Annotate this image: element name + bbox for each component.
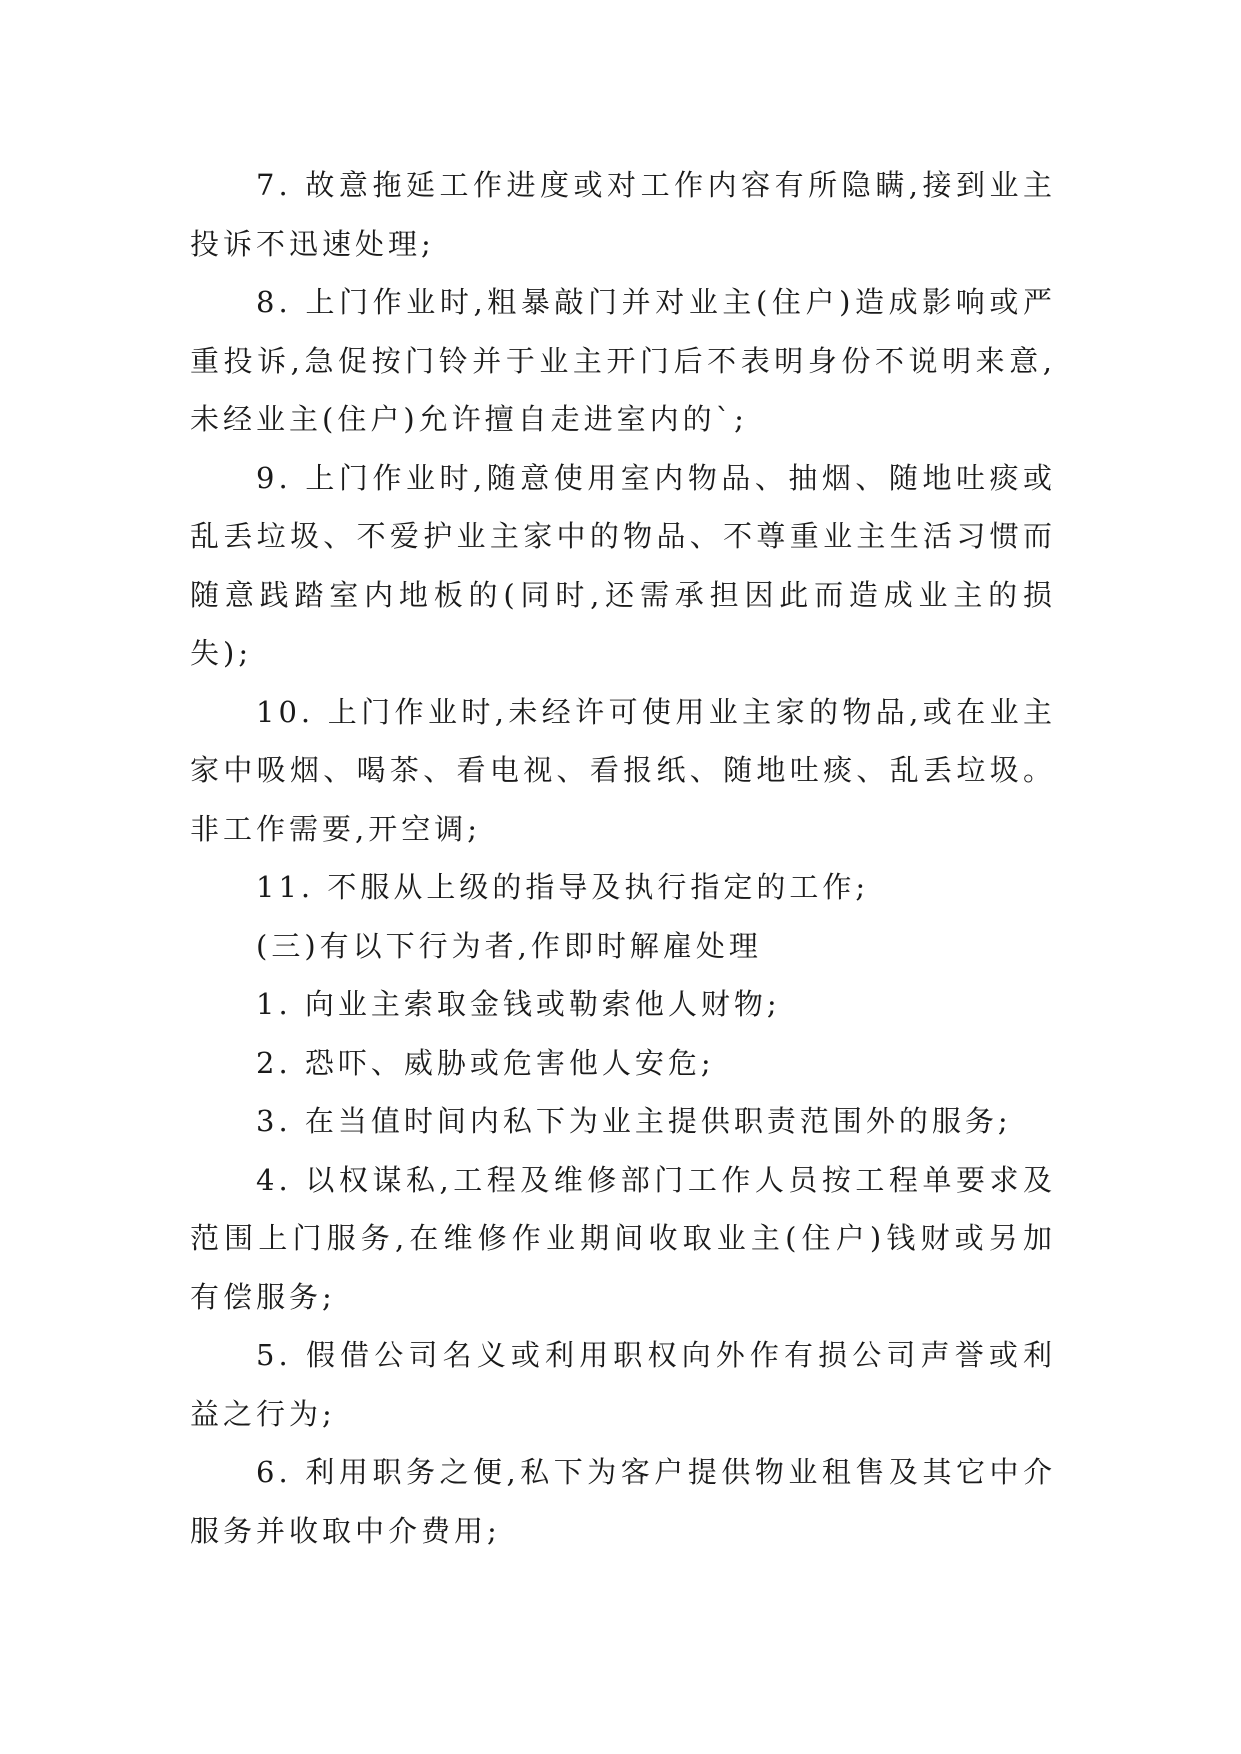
paragraph-item-9: 9. 上门作业时,随意使用室内物品、抽烟、随地吐痰或乱丢垃圾、不爱护业主家中的物品、不尊重业主生活习惯而随意践踏室内地板的(同时,还需承担因此而造成业主的损失); bbox=[190, 460, 1056, 670]
paragraph-item-7: 7. 故意拖延工作进度或对工作内容有所隐瞒,接到业主投诉不迅速处理; bbox=[190, 168, 1056, 261]
paragraph-item-3: 3. 在当值时间内私下为业主提供职责范围外的服务; bbox=[256, 1104, 1012, 1138]
paragraph-item-11: 11. 不服从上级的指导及执行指定的工作; bbox=[256, 870, 870, 904]
paragraph-item-1: 1. 向业主索取金钱或勒索他人财物; bbox=[256, 987, 781, 1021]
paragraph-item-2: 2. 恐吓、威胁或危害他人安危; bbox=[256, 1045, 715, 1080]
document-body bbox=[190, 156, 1056, 1560]
paragraph-item-4: 4. 以权谋私,工程及维修部门工作人员按工程单要求及范围上门服务,在维修作业期间收取业主(住户)钱财或另加有偿服务; bbox=[190, 1162, 1056, 1314]
paragraph-item-5: 5. 假借公司名义或利用职权向外作有损公司声誉或利益之行为; bbox=[190, 1338, 1056, 1431]
paragraph-item-6: 6. 利用职务之便,私下为客户提供物业租售及其它中介服务并收取中介费用; bbox=[190, 1455, 1056, 1548]
section-heading-3: (三)有以下行为者,作即时解雇处理 bbox=[256, 928, 762, 963]
paragraph-item-8: 8. 上门作业时,粗暴敲门并对业主(住户)造成影响或严重投诉,急促按门铃并于业主开门后不表明身份不说明来意,未经业主(住户)允许擅自走进室内的`; bbox=[190, 285, 1056, 436]
paragraph-item-10: 10. 上门作业时,未经许可使用业主家的物品,或在业主家中吸烟、喝茶、看电视、看报纸、随地吐痰、乱丢垃圾。非工作需要,开空调; bbox=[190, 694, 1056, 846]
